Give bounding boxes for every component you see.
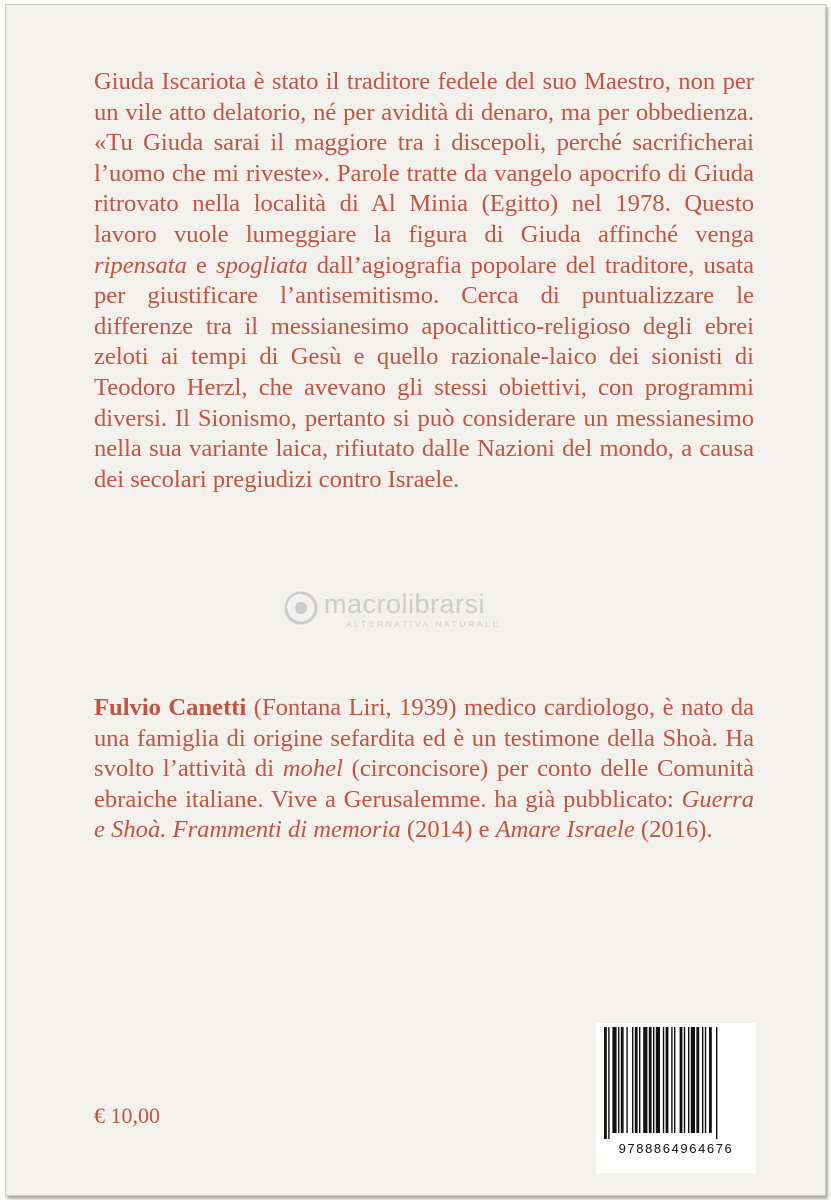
barcode-bar [649,1027,652,1133]
barcode-bar [680,1027,683,1133]
blurb-paragraph [94,67,754,495]
barcode-bar [635,1027,638,1133]
barcode-bar [626,1027,627,1133]
blurb-italic-word: spogliata [216,251,308,279]
bio-text-part: (2014) e [400,816,496,844]
barcode-bar [618,1027,619,1133]
barcode-bar [621,1027,624,1133]
barcode-bar [608,1027,609,1139]
barcode-bar [691,1027,695,1133]
bio-text-part: (Fontana Liri, 1939) medico cardiologo, è nato da una famiglia di origine sefardita ed è un testimone della Shoà. Ha svolto l’attività di [94,694,754,783]
barcode [596,1023,756,1173]
barcode-bar [643,1027,647,1133]
barcode-bar [653,1027,654,1133]
barcode-bar [656,1027,660,1133]
barcode-bar [696,1027,699,1133]
macrolibrarsi-logo-icon [284,591,318,625]
barcode-bar [716,1027,717,1139]
watermark-name: macrolibrarsi [324,589,486,619]
barcode-bar [632,1027,633,1133]
price: € 10,00 [94,1103,160,1128]
barcode-bar [612,1027,616,1133]
author-name: Fulvio Canetti [94,694,247,721]
author-bio [94,693,754,846]
isbn-number: 9788864964676 [618,1141,734,1156]
blurb-text-part: e [186,251,217,279]
bio-text-part: (circoncisore) per conto delle Comunità ebraiche italiane. Vive a Gerusalemme. ha già pubblicato: [94,755,754,813]
barcode-bar [705,1027,706,1133]
bio-book-title: Amare Israele [495,816,635,844]
bio-book-title: Guerra e Shoà. Frammenti di memoria [94,785,754,844]
barcode-bar [702,1027,703,1133]
barcode-bar [709,1027,712,1133]
barcode-bar [639,1027,640,1133]
barcode-bar [604,1027,607,1139]
barcode-bar [663,1027,664,1133]
barcode-bar [688,1027,689,1133]
bio-paragraph [94,693,754,846]
watermark [284,589,574,631]
blurb-italic-word: ripensata [94,251,187,279]
blurb-text [94,67,754,495]
bio-text-part: (2016). [634,816,713,844]
barcode-bar [671,1027,672,1133]
bio-italic-word: mohel [282,755,343,783]
blurb-text-part: Giuda Iscariota è stato il traditore fedele del suo Maestro, non per un vile atto delatorio, né per avidità di denaro, ma per obbedienza. «Tu Giuda sarai il maggiore tra i discepoli, perché sacrificherai l’uomo che mi riveste». Parole tratte da vangelo apocrifo di Giuda ritrovato nella località di Al Minia (Egitto) nel 1978. Questo lavoro vuole lumeggiare la figura di Giuda affinché venga [94,68,754,248]
barcode-bar [666,1027,669,1133]
book-back-cover [5,4,826,1196]
barcode-bar [684,1027,685,1133]
barcode-bar [674,1027,675,1133]
barcode-bars-icon [602,1027,750,1139]
blurb-text-part: dall’agiografia popolare del traditore, usata per giustificare l’antisemitismo. Cerca di puntualizzare le differenze tra il messianesimo apocalittico-religioso degli ebrei zeloti ai tempi di Gesù e quello razionale-laico dei sionisti di Teodoro Herzl, che avevano gli stessi obiettivi, con programmi diversi. Il Sionismo, pertanto si può considerare un messianesimo nella sua variante laica, rifiutato dalle Nazioni del mondo, a causa dei secolari pregiudizi contro Israele. [94,251,754,493]
watermark-tagline: ALTERNATIVA NATURALE [346,619,501,629]
